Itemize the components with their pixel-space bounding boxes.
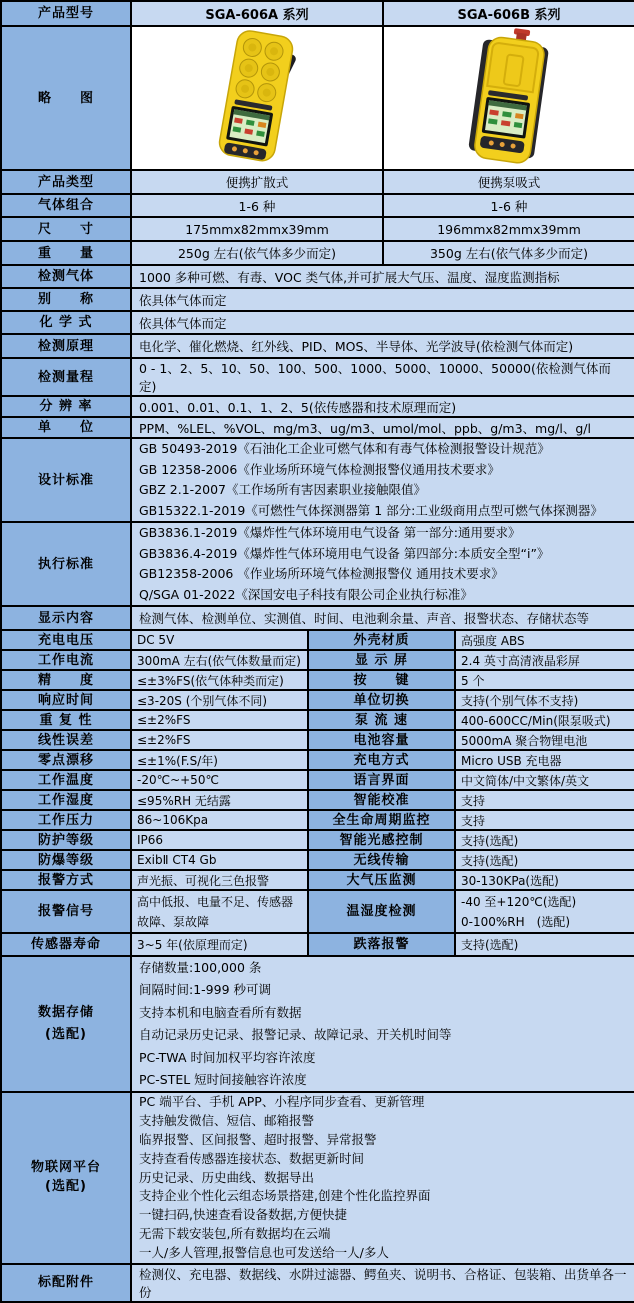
spec-row-weight bbox=[1, 241, 634, 265]
sga-606a-device-photo bbox=[132, 27, 382, 165]
row-label-working-current-right: 显 示 屏 bbox=[308, 650, 455, 670]
gas-combination-value-b: 1-6 种 bbox=[383, 194, 634, 217]
data-storage-value-line: 存储数量:100,000 条 bbox=[139, 960, 262, 975]
spec-row-explosion-rating bbox=[1, 850, 634, 870]
row-label-working-temp: 工作温度 bbox=[1, 770, 131, 790]
temp-humidity-detect-value-line: -40 至+120℃(选配) bbox=[461, 894, 577, 909]
row-label-linearity-error: 线性误差 bbox=[1, 730, 131, 750]
spec-row-response-time bbox=[1, 690, 634, 710]
row-label-working-current: 工作电流 bbox=[1, 650, 131, 670]
row-label-iot-platform bbox=[1, 1092, 131, 1263]
explosion-rating-value: ExibⅡ CT4 Gb bbox=[131, 850, 308, 870]
alarm-signal-value bbox=[131, 890, 308, 933]
repeatability-value-right: 400-600CC/Min(限泵吸式) bbox=[455, 710, 634, 730]
spec-row-alarm-mode bbox=[1, 870, 634, 890]
response-time-value: ≤3-20S (个别气体不同) bbox=[131, 690, 308, 710]
weight-value-a: 250g 左右(依气体多少而定) bbox=[131, 241, 383, 265]
row-label-units: 单 位 bbox=[1, 417, 131, 438]
response-time-value-right: 支持(个别气体不支持) bbox=[455, 690, 634, 710]
dimensions-value-a: 175mmx82mmx39mm bbox=[131, 217, 383, 241]
linearity-error-value: ≤±2%FS bbox=[131, 730, 308, 750]
spec-row-linearity-error bbox=[1, 730, 634, 750]
row-label-explosion-rating: 防爆等级 bbox=[1, 850, 131, 870]
spec-row-product-model bbox=[1, 1, 634, 26]
row-label-dimensions: 尺 寸 bbox=[1, 217, 131, 241]
data-storage-value-line: PC-STEL 短时间接触容许浓度 bbox=[139, 1072, 307, 1088]
working-humidity-value-right: 支持 bbox=[455, 790, 634, 810]
row-label-working-humidity-right: 智能校准 bbox=[308, 790, 455, 810]
spec-row-protection-rating bbox=[1, 830, 634, 850]
alias-value: 依具体气体而定 bbox=[131, 288, 634, 311]
iot-platform-value-line: 支持查看传感器连接状态、数据更新时间 bbox=[139, 1150, 365, 1166]
sga-606b-device-photo bbox=[384, 27, 634, 165]
iot-platform-value-line: 支持触发微信、短信、邮箱报警 bbox=[139, 1113, 315, 1129]
working-current-value-right: 2.4 英寸高清液晶彩屏 bbox=[455, 650, 634, 670]
spec-row-units bbox=[1, 417, 634, 438]
exec-std-value bbox=[131, 522, 634, 606]
iot-platform-value-line: 一键扫码,快速查看设备数据,方便快捷 bbox=[139, 1207, 347, 1223]
row-label-standard-accessories: 标配附件 bbox=[1, 1264, 131, 1302]
detect-range-value: 0 - 1、2、5、10、50、100、500、1000、5000、10000、50000(依检测气体而定) bbox=[131, 358, 634, 396]
accuracy-value-right: 5 个 bbox=[455, 670, 634, 690]
design-std-value-line: GBZ 2.1-2007《工作场所有害因素职业接触限值》 bbox=[139, 482, 427, 497]
spec-row-product-type bbox=[1, 170, 634, 194]
resolution-value: 0.001、0.01、0.1、1、2、5(依传感器和技术原理而定) bbox=[131, 396, 634, 417]
exec-std-value-line: GB3836.1-2019《爆炸性气体环境用电气设备 第一部分:通用要求》 bbox=[139, 525, 521, 540]
spec-row-alias bbox=[1, 288, 634, 311]
row-label-accuracy-right: 按 键 bbox=[308, 670, 455, 690]
row-label-data-storage bbox=[1, 956, 131, 1092]
device-a-image-cell bbox=[131, 26, 383, 170]
row-label-protection-rating-right: 智能光感控制 bbox=[308, 830, 455, 850]
row-label-weight: 重 量 bbox=[1, 241, 131, 265]
row-label-data-storage-line: 数据存储 bbox=[37, 1004, 94, 1020]
spec-row-zero-drift bbox=[1, 750, 634, 770]
spec-row-charge-voltage bbox=[1, 630, 634, 650]
row-label-product-sketch: 略 图 bbox=[1, 26, 131, 170]
row-label-charge-voltage-right: 外壳材质 bbox=[308, 630, 455, 650]
spec-row-working-pressure bbox=[1, 810, 634, 830]
design-std-value-line: GB 12358-2006《作业场所环境气体检测报警仪通用技术要求》 bbox=[139, 461, 500, 477]
row-label-detect-principle: 检测原理 bbox=[1, 334, 131, 358]
spec-row-resolution bbox=[1, 396, 634, 417]
repeatability-value: ≤±2%FS bbox=[131, 710, 308, 730]
temp-humidity-detect-value-line: 0-100%RH (选配) bbox=[461, 914, 570, 929]
spec-row-standard-accessories bbox=[1, 1264, 634, 1302]
data-storage-value-line: 自动记录历史记录、报警记录、故障记录、开关机时间等 bbox=[139, 1027, 452, 1043]
working-temp-value-right: 中文简体/中文繁体/英文 bbox=[455, 770, 634, 790]
working-temp-value: -20℃~+50℃ bbox=[131, 770, 308, 790]
design-std-value-line: GB 50493-2019《石油化工企业可燃气体和有毒气体检测报警设计规范》 bbox=[139, 441, 550, 456]
charge-voltage-value-right: 高强度 ABS bbox=[455, 630, 634, 650]
iot-platform-value-line: 支持企业个性化云组态场景搭建,创建个性化监控界面 bbox=[139, 1188, 431, 1204]
row-label-response-time: 响应时间 bbox=[1, 690, 131, 710]
data-storage-value-line: 支持本机和电脑查看所有数据 bbox=[139, 1004, 302, 1020]
spec-row-product-sketch bbox=[1, 26, 634, 170]
exec-std-value-line: GB12358-2006 《作业场所环境气体检测报警仪 通用技术要求》 bbox=[139, 566, 504, 581]
row-label-product-type: 产品类型 bbox=[1, 170, 131, 194]
product-type-value-b: 便携泵吸式 bbox=[383, 170, 634, 194]
zero-drift-value: ≤±1%(F.S/年) bbox=[131, 750, 308, 770]
alarm-mode-value: 声光振、可视化三色报警 bbox=[131, 870, 308, 890]
row-label-gas-combination: 气体组合 bbox=[1, 194, 131, 217]
working-humidity-value: ≤95%RH 无结露 bbox=[131, 790, 308, 810]
exec-std-value-lines bbox=[139, 523, 627, 605]
iot-platform-value-line: 无需下载安装包,所有数据均在云端 bbox=[139, 1226, 331, 1242]
row-label-response-time-right: 单位切换 bbox=[308, 690, 455, 710]
row-label-iot-platform-line: (选配) bbox=[45, 1179, 87, 1195]
row-label-temp-humidity-detect: 温湿度检测 bbox=[308, 890, 455, 933]
model-a-header: SGA-606A 系列 bbox=[131, 1, 383, 26]
accuracy-value: ≤±3%FS(依气体种类而定) bbox=[131, 670, 308, 690]
row-label-zero-drift: 零点漂移 bbox=[1, 750, 131, 770]
row-label-accuracy: 精 度 bbox=[1, 670, 131, 690]
working-pressure-value: 86~106Kpa bbox=[131, 810, 308, 830]
explosion-rating-value-right: 支持(选配) bbox=[455, 850, 634, 870]
spec-row-dimensions bbox=[1, 217, 634, 241]
row-label-explosion-rating-right: 无线传输 bbox=[308, 850, 455, 870]
row-label-working-humidity: 工作湿度 bbox=[1, 790, 131, 810]
dimensions-value-b: 196mmx82mmx39mm bbox=[383, 217, 634, 241]
row-label-alarm-mode: 报警方式 bbox=[1, 870, 131, 890]
model-b-header: SGA-606B 系列 bbox=[383, 1, 634, 26]
standard-accessories-value: 检测仪、充电器、数据线、水阱过滤器、鳄鱼夹、说明书、合格证、包装箱、出货单各一份 bbox=[131, 1264, 634, 1302]
working-pressure-value-right: 支持 bbox=[455, 810, 634, 830]
row-label-iot-platform-line: 物联网平台 bbox=[30, 1160, 101, 1176]
row-label-alarm-mode-right: 大气压监测 bbox=[308, 870, 455, 890]
data-storage-value-lines bbox=[139, 957, 627, 1091]
row-label-chemical-formula: 化 学 式 bbox=[1, 311, 131, 334]
row-label-data-storage-line: (选配) bbox=[45, 1027, 87, 1043]
spec-row-gas-combination bbox=[1, 194, 634, 217]
row-label-exec-std: 执行标准 bbox=[1, 522, 131, 606]
row-label-sensor-life-right: 跌落报警 bbox=[308, 933, 455, 956]
iot-platform-value-line: 一人/多人管理,报警信息也可发送给一人/多人 bbox=[139, 1244, 389, 1260]
temp-humidity-detect-value-lines bbox=[461, 892, 629, 932]
alarm-signal-value-lines bbox=[137, 892, 302, 932]
spec-row-detect-range bbox=[1, 358, 634, 396]
row-label-sensor-life: 传感器寿命 bbox=[1, 933, 131, 956]
spec-row-working-temp bbox=[1, 770, 634, 790]
iot-platform-value-lines bbox=[139, 1093, 627, 1262]
iot-platform-value-line: 历史记录、历史曲线、数据导出 bbox=[139, 1169, 315, 1185]
row-label-product-model: 产品型号 bbox=[1, 1, 131, 26]
data-storage-value bbox=[131, 956, 634, 1092]
charge-voltage-value: DC 5V bbox=[131, 630, 308, 650]
gas-combination-value-a: 1-6 种 bbox=[131, 194, 383, 217]
working-current-value: 300mA 左右(依气体数量而定) bbox=[131, 650, 308, 670]
spec-row-data-storage bbox=[1, 956, 634, 1092]
spec-row-sensor-life bbox=[1, 933, 634, 956]
row-label-detect-range: 检测量程 bbox=[1, 358, 131, 396]
spec-row-design-std bbox=[1, 438, 634, 522]
detect-principle-value: 电化学、催化燃烧、红外线、PID、MOS、半导体、光学波导(依检测气体而定) bbox=[131, 334, 634, 358]
device-b-image-cell bbox=[383, 26, 634, 170]
alarm-signal-value-line: 高中低报、电量不足、传感器 bbox=[137, 894, 294, 909]
row-label-working-temp-right: 语言界面 bbox=[308, 770, 455, 790]
design-std-value-line: GB15322.1-2019《可燃性气体探测器第 1 部分:工业级商用点型可燃气体探测器》 bbox=[139, 502, 603, 518]
spec-row-detect-gas bbox=[1, 265, 634, 288]
design-std-value-lines bbox=[139, 439, 627, 521]
spec-row-detect-principle bbox=[1, 334, 634, 358]
protection-rating-value: IP66 bbox=[131, 830, 308, 850]
spec-row-iot-platform bbox=[1, 1092, 634, 1263]
iot-platform-value bbox=[131, 1092, 634, 1263]
row-label-design-std: 设计标准 bbox=[1, 438, 131, 522]
spec-row-working-current bbox=[1, 650, 634, 670]
design-std-value bbox=[131, 438, 634, 522]
row-label-linearity-error-right: 电池容量 bbox=[308, 730, 455, 750]
sensor-life-value-right: 支持(选配) bbox=[455, 933, 634, 956]
units-value: PPM、%LEL、%VOL、mg/m3、ug/m3、umol/mol、ppb、g/m3、mg/l、g/l bbox=[131, 417, 634, 438]
alarm-mode-value-right: 30-130KPa(选配) bbox=[455, 870, 634, 890]
row-label-repeatability-right: 泵 流 速 bbox=[308, 710, 455, 730]
row-label-zero-drift-right: 充电方式 bbox=[308, 750, 455, 770]
row-label-charge-voltage: 充电电压 bbox=[1, 630, 131, 650]
row-label-working-pressure-right: 全生命周期监控 bbox=[308, 810, 455, 830]
zero-drift-value-right: Micro USB 充电器 bbox=[455, 750, 634, 770]
spec-row-exec-std bbox=[1, 522, 634, 606]
spec-row-alarm-signal bbox=[1, 890, 634, 933]
row-label-resolution: 分 辨 率 bbox=[1, 396, 131, 417]
spec-row-chemical-formula bbox=[1, 311, 634, 334]
display-content-value: 检测气体、检测单位、实测值、时间、电池剩余量、声音、报警状态、存储状态等 bbox=[131, 606, 634, 630]
chemical-formula-value: 依具体气体而定 bbox=[131, 311, 634, 334]
sensor-life-value: 3~5 年(依原理而定) bbox=[131, 933, 308, 956]
weight-value-b: 350g 左右(依气体多少而定) bbox=[383, 241, 634, 265]
row-label-detect-gas: 检测气体 bbox=[1, 265, 131, 288]
row-label-protection-rating: 防护等级 bbox=[1, 830, 131, 850]
iot-platform-value-line: PC 端平台、手机 APP、小程序同步查看、更新管理 bbox=[139, 1094, 425, 1110]
temp-humidity-detect-value bbox=[455, 890, 634, 933]
data-storage-value-line: 间隔时间:1-999 秒可调 bbox=[139, 982, 272, 998]
data-storage-value-line: PC-TWA 时间加权平均容许浓度 bbox=[139, 1049, 316, 1065]
product-type-value-a: 便携扩散式 bbox=[131, 170, 383, 194]
row-label-alarm-signal: 报警信号 bbox=[1, 890, 131, 933]
detect-gas-value: 1000 多种可燃、有毒、VOC 类气体,并可扩展大气压、温度、湿度监测指标 bbox=[131, 265, 634, 288]
exec-std-value-line: Q/SGA 01-2022《深国安电子科技有限公司企业执行标准》 bbox=[139, 586, 473, 602]
row-label-repeatability: 重 复 性 bbox=[1, 710, 131, 730]
iot-platform-value-line: 临界报警、区间报警、超时报警、异常报警 bbox=[139, 1132, 377, 1148]
row-label-display-content: 显示内容 bbox=[1, 606, 131, 630]
spec-row-repeatability bbox=[1, 710, 634, 730]
row-label-alias: 别 称 bbox=[1, 288, 131, 311]
spec-row-working-humidity bbox=[1, 790, 634, 810]
linearity-error-value-right: 5000mA 聚合物锂电池 bbox=[455, 730, 634, 750]
row-label-iot-platform-lines bbox=[4, 1159, 128, 1197]
row-label-working-pressure: 工作压力 bbox=[1, 810, 131, 830]
spec-row-accuracy bbox=[1, 670, 634, 690]
alarm-signal-value-line: 故障、泵故障 bbox=[137, 914, 210, 929]
protection-rating-value-right: 支持(选配) bbox=[455, 830, 634, 850]
row-label-data-storage-lines bbox=[4, 1002, 128, 1047]
exec-std-value-line: GB3836.4-2019《爆炸性气体环境用电气设备 第四部分:本质安全型“i”》 bbox=[139, 545, 550, 561]
spec-row-display-content bbox=[1, 606, 634, 630]
